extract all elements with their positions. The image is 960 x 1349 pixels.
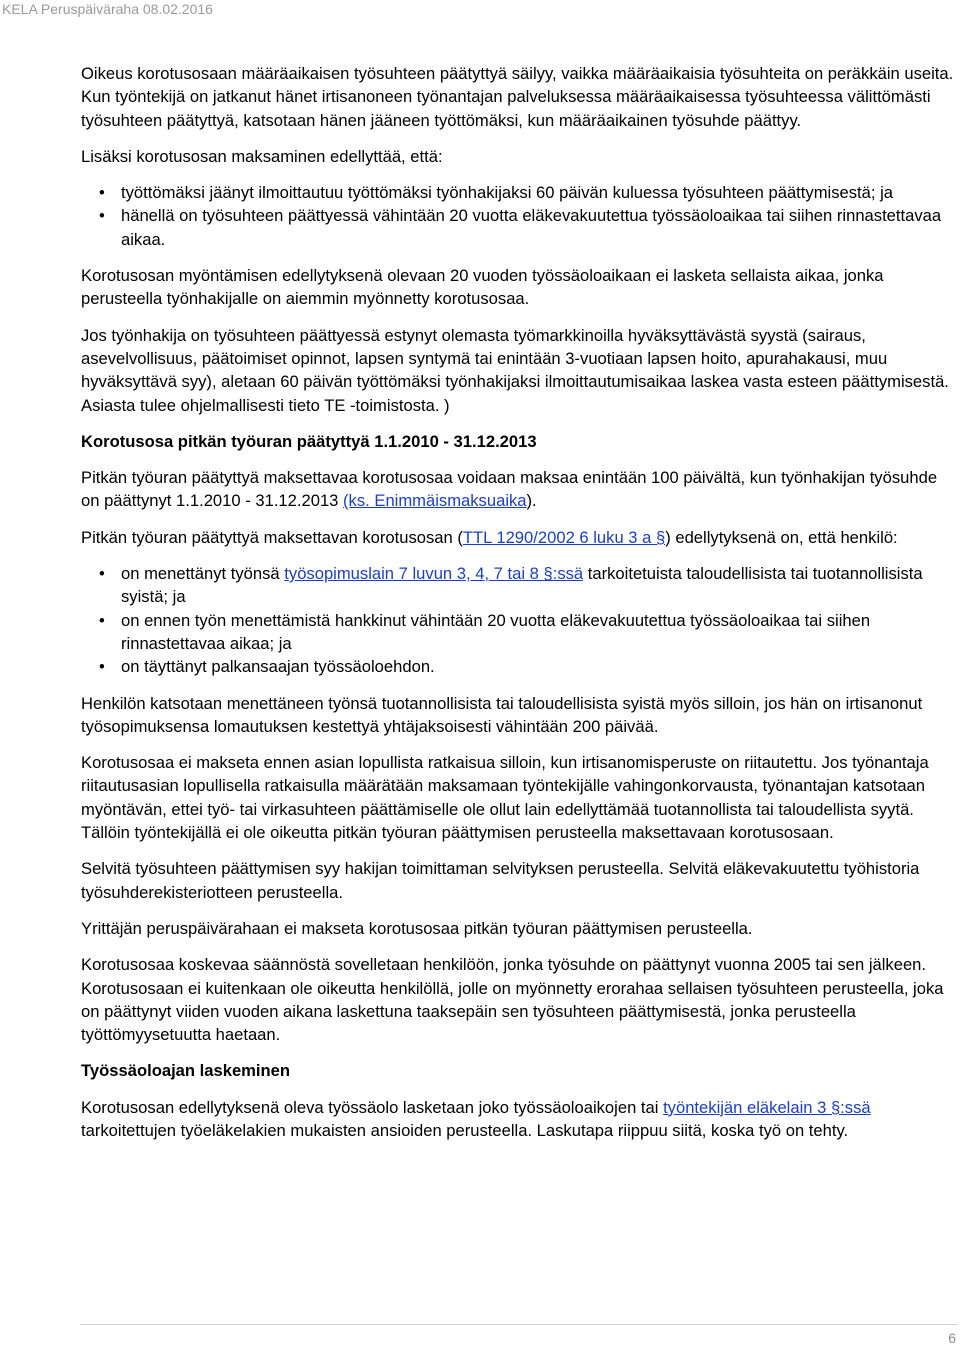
section-heading: Korotusosa pitkän työuran päätyttyä 1.1.2010 - 31.12.2013 — [81, 431, 537, 451]
list-item-text: tarkoitetuista taloudellisista tai tuotannollisista syistä; ja — [121, 564, 923, 607]
page-number: 6 — [948, 1330, 956, 1346]
document-body — [81, 62, 957, 1155]
list-item: • hänellä on työsuhteen päättyessä vähintään 20 vuotta eläkevakuutettua työssäoloaikaa tai siihen rinnastettavaa aikaa. — [81, 204, 957, 251]
list-item-text: on menettänyt työnsä — [121, 564, 285, 584]
paragraph-text: ) edellytyksenä on, että henkilö: — [665, 527, 898, 547]
paragraph-text: tarkoitettujen työeläkelakien mukaisten ansioiden perusteella. Laskutapa riippuu siitä, koska työ on tehty. — [81, 1120, 849, 1140]
paragraph: Henkilön katsotaan menettäneen työnsä tuotannollisista tai taloudellisista syistä myös silloin, jos hän on irtisanonut työsopimuksensa lomautuksen kestettyä yhtäjaksoisesti vähintään 200 päivää. — [81, 693, 923, 736]
paragraph-text: Korotusosan edellytyksenä oleva työssäolo lasketaan joko työssäoloaikojen tai — [81, 1097, 664, 1117]
page-header — [0, 0, 960, 19]
list-item — [81, 562, 957, 609]
employee-pension-act-link[interactable]: työntekijän eläkelain 3 §:ssä — [663, 1097, 871, 1117]
paragraph: Lisäksi korotusosan maksaminen edellyttää, että: — [81, 146, 443, 166]
bullet-list — [81, 562, 957, 678]
paragraph: Korotusosan myöntämisen edellytyksenä olevaan 20 vuoden työssäoloaikaan ei lasketa sellaista aikaa, jonka perusteella työnhakijalle on aiemmin myönnetty korotusosaa. — [81, 266, 884, 309]
section-heading: Työssäoloajan laskeminen — [81, 1061, 291, 1081]
paragraph — [81, 526, 957, 549]
bullet-list — [81, 181, 957, 251]
list-item: • on täyttänyt palkansaajan työssäoloehdon. — [81, 655, 957, 678]
list-item: • on ennen työn menettämistä hankkinut vähintään 20 vuotta eläkevakuutettua työssäoloaikaa tai siihen rinnastettavaa aikaa; ja — [81, 609, 957, 656]
paragraph: Selvitä työsuhteen päättymisen syy hakijan toimittaman selvityksen perusteella. Selvitä eläkevakuutettu työhistoria työsuhderekisteriotteen perusteella. — [81, 859, 920, 902]
max-payment-period-link[interactable]: (ks. Enimmäismaksuaika — [343, 491, 527, 511]
footer-divider — [80, 1324, 958, 1325]
paragraph: Korotusosaa ei makseta ennen asian lopullista ratkaisua silloin, kun irtisanomisperuste on riitautettu. Jos työnantaja riitautusasian lopullisella ratkaisulla määrätään maksamaan työntekijälle vahingonkorvausta, työnantajan katsotaan myöntävän, ettei työ- tai virkasuhteen päättämiselle ole ollut lain edellyttämää tuotannollista tai taloudellista syytä. Tällöin työntekijällä ei ole oikeutta pitkän työuran päättymisen perusteella maksettavaan korotusosaan. — [81, 753, 929, 843]
paragraph-text: Pitkän työuran päätyttyä maksettavaa korotusosaa voidaan maksaa enintään 100 päivältä, kun työnhakijan työsuhde on päättynyt 1.1.2010 - 31.12.2013 — [81, 468, 938, 511]
ttl-law-link[interactable]: TTL 1290/2002 6 luku 3 a § — [462, 527, 666, 547]
paragraph: Jos työnhakija on työsuhteen päättyessä estynyt olemasta työmarkkinoilla hyväksyttävästä syystä (sairaus, asevelvollisuus, päätoimiset opinnot, lapsen syntymä tai enintään 3-vuotiaan lapsen hoito, apurahakausi, muu hyväksyttävä syy), aletaan 60 päivän työttömäksi työnhakijaksi ilmoittautumisaikaa laskea vasta esteen päättymisestä. Asiasta tulee ohjelmallisesti tieto TE -toimistosta. ) — [81, 325, 949, 415]
employment-contract-act-link[interactable]: työsopimuslain 7 luvun 3, 4, 7 tai 8 §:ssä — [284, 564, 584, 584]
paragraph — [81, 466, 957, 513]
paragraph-text: Pitkän työuran päätyttyä maksettavan korotusosan ( — [81, 527, 463, 547]
list-item: • työttömäksi jäänyt ilmoittautuu työttömäksi työnhakijaksi 60 päivän kuluessa työsuhteen päättymisestä; ja — [81, 181, 957, 204]
paragraph-text: ). — [526, 491, 537, 511]
paragraph: Korotusosaa koskevaa säännöstä sovelletaan henkilöön, jonka työsuhde on päättynyt vuonna 2005 tai sen jälkeen. Korotusosaan ei kuitenkaan ole oikeutta henkilöllä, jolle on myönnetty erorahaa sellaisen työsuhteen perusteella, joka on päättynyt viiden vuoden aikana laskettuna taaksepäin sen työsuhteen päättymisestä, jonka perusteella työttömyysetuutta haetaan. — [81, 955, 944, 1045]
paragraph: Yrittäjän peruspäivärahaan ei makseta korotusosaa pitkän työuran päättymisen perusteella. — [81, 918, 753, 938]
paragraph: Oikeus korotusosaan määräaikaisen työsuhteen päätyttyä säilyy, vaikka määräaikaisia työsuhteita on peräkkäin useita. Kun työntekijä on jatkanut hänet irtisanoneen työnantajan palveluksessa määräaikaisessa työsuhteessa välittömästi työsuhteen päätyttyä, katsotaan hänen jääneen työttömäksi, kun määräaikainen työsuhde päättyy. — [81, 64, 954, 130]
document-header-title: KELA Peruspäiväraha 08.02.2016 — [2, 1, 213, 17]
paragraph — [81, 1096, 957, 1143]
